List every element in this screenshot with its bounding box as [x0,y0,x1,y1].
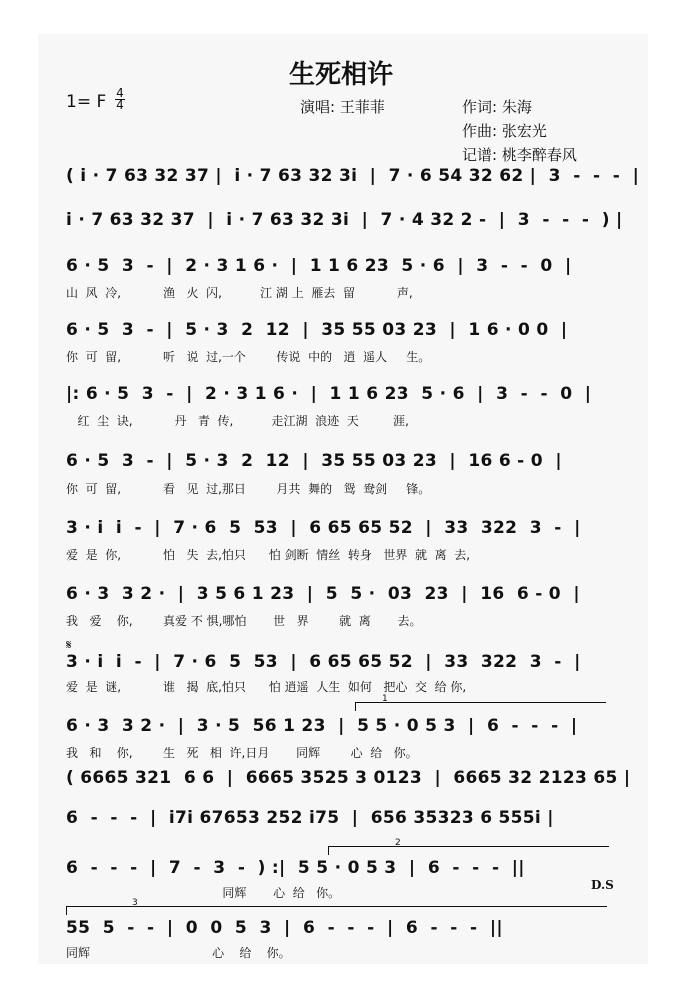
lyricist-credit: 作词: 朱海 [462,98,532,116]
notation-row-11: ( 6665 321 6 6 | 6665 3525 3 0123 | 6665 32 2123 65 | [66,768,631,788]
notation-row-1: ( i · 7 63 32 37 | i · 7 63 32 3i | 7 · 6 54 32 62 | 3 - - - | [66,166,640,186]
notation-row-9: 3 · i i - | 7 · 6 5 53 | 6 65 65 52 | 33 322 3 - | [66,652,581,672]
notation-row-14: 55 5 - - | 0 0 5 3 | 6 - - - | 6 - - - || [66,918,503,938]
key-signature: 1= F [66,92,107,112]
lyrics-row-7: 爱 是 你, 怕 失 去,怕只 怕 剑断 情丝 转身 世界 就 离 去, [66,548,471,562]
segno-sign: 𝄋 [66,638,72,653]
notation-row-5: |: 6 · 5 3 - | 2 · 3 1 6 · | 1 1 6 23 5 · 6 | 3 - - 0 | [66,384,592,404]
lyrics-row-14: 同辉 心 给 你。 [66,946,291,960]
ending-1-label: 1 [382,694,388,704]
lyrics-row-13: 同辉 心 给 你。 [66,886,341,900]
lyrics-row-4: 你 可 留, 听 说 过,一个 传说 中的 逍 遥人 生。 [66,350,431,364]
notation-row-8: 6 · 3 3 2 · | 3 5 6 1 23 | 5 5 · 03 23 | 16 6 - 0 | [66,584,580,604]
lyrics-row-8: 我 爱 你, 真爱 不 惧,哪怕 世 界 就 离 去。 [66,614,422,628]
ds-marking: D.S [591,878,614,892]
notation-row-2: i · 7 63 32 37 | i · 7 63 32 3i | 7 · 4 32 2 - | 3 - - - ) | [66,210,623,230]
song-title: 生死相许 [288,60,393,90]
notation-row-13: 6 - - - | 7 - 3 - ) :| 5 5 · 0 5 3 | 6 - - - || [66,858,525,878]
notation-row-10: 6 · 3 3 2 · | 3 · 5 56 1 23 | 5 5 · 0 5 3 | 6 - - - | [66,716,578,736]
notation-row-12: 6 - - - | i7i 67653 252 i75 | 656 35323 6 555i | [66,808,554,828]
ending-1-bracket [355,702,606,711]
ending-3-label: 3 [132,898,138,908]
lyrics-row-9: 爱 是 谜, 谁 揭 底,怕只 怕 逍遥 人生 如何 把心 交 给 你, [66,680,467,694]
ending-3-bracket [66,906,607,915]
singer-credit: 演唱: 王菲菲 [300,98,385,116]
lyrics-row-3: 山 风 冷, 渔 火 闪, 江 湖 上 雁去 留 声, [66,286,413,300]
notation-row-7: 3 · i i - | 7 · 6 5 53 | 6 65 65 52 | 33 322 3 - | [66,518,581,538]
lyrics-row-6: 你 可 留, 看 见 过,那日 月共 舞的 鸳 鸯剑 锋。 [66,482,431,496]
notation-row-3: 6 · 5 3 - | 2 · 3 1 6 · | 1 1 6 23 5 · 6 | 3 - - 0 | [66,256,572,276]
transcriber-credit: 记谱: 桃李醉春风 [462,146,577,164]
time-sig-bottom: 4 [116,98,124,112]
composer-credit: 作曲: 张宏光 [462,122,547,140]
lyrics-row-10: 我 和 你, 生 死 相 许,日月 同辉 心 给 你。 [66,746,418,760]
notation-row-4: 6 · 5 3 - | 5 · 3 2 12 | 35 55 03 23 | 1 6 · 0 0 | [66,320,568,340]
ending-2-bracket [328,846,609,855]
time-signature [115,88,125,111]
notation-row-6: 6 · 5 3 - | 5 · 3 2 12 | 35 55 03 23 | 16 6 - 0 | [66,451,562,471]
time-sig-top: 4 [116,86,124,100]
lyrics-row-5: 红 尘 诀, 丹 青 传, 走江湖 浪迹 天 涯, [66,414,409,428]
ending-2-label: 2 [395,838,401,848]
